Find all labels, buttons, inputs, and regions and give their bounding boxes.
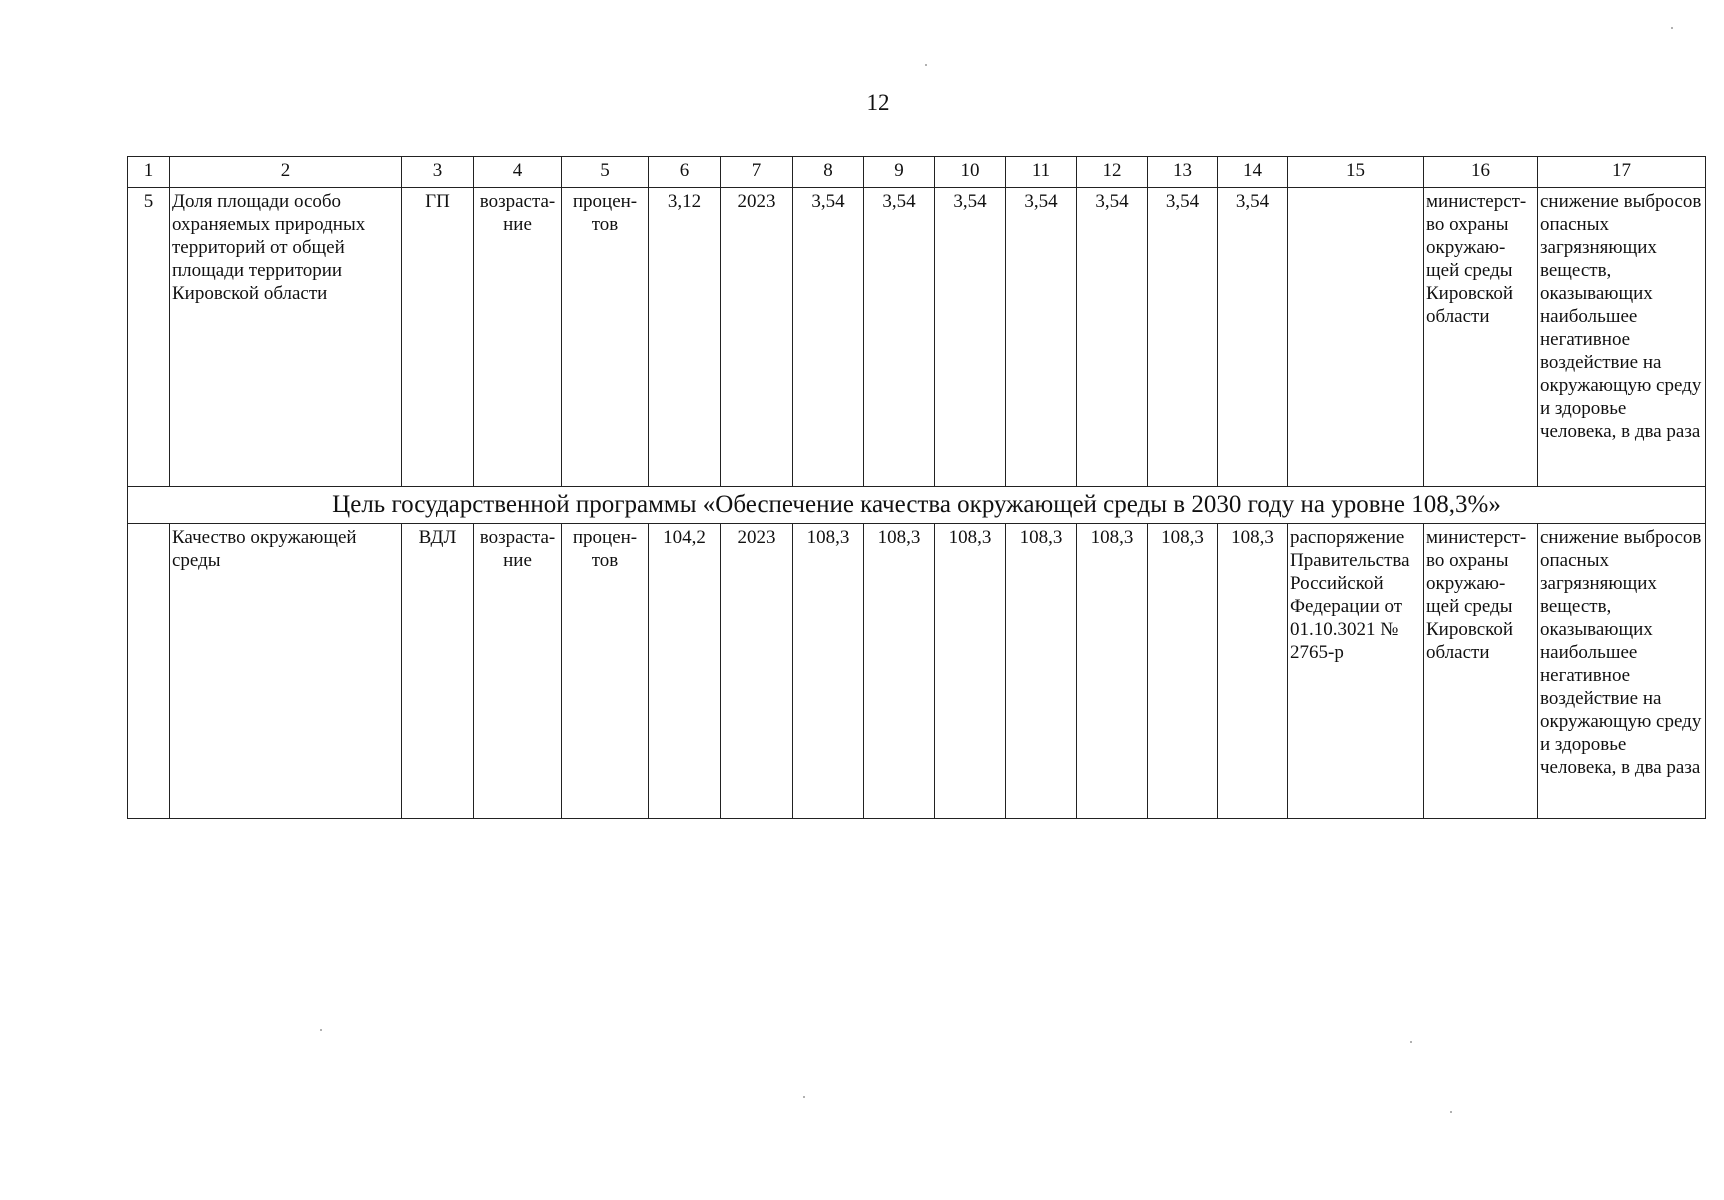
- page-number: 12: [866, 90, 890, 115]
- column-number: 17: [1538, 157, 1706, 188]
- column-number: 3: [402, 157, 474, 188]
- column-number: 11: [1006, 157, 1077, 188]
- year-value: 3,54: [935, 188, 1006, 487]
- table-row-indicator-5: [128, 188, 1706, 487]
- column-number: 13: [1148, 157, 1218, 188]
- basis-document: распоряжение Правительства Российской Федерации от 01.10.3021 № 2765-р: [1288, 524, 1424, 819]
- column-number: 8: [793, 157, 864, 188]
- scan-speck: [925, 64, 927, 66]
- column-number: 9: [864, 157, 935, 188]
- year-value: 108,3: [793, 524, 864, 819]
- base-year: 2023: [721, 188, 793, 487]
- expected-result: снижение выбросов опасных загрязняющих веществ, оказывающих наибольшее негативное воздействие на окружающую среду и здоровье человека, в два раза: [1538, 524, 1706, 819]
- scan-speck: [1410, 1041, 1412, 1043]
- year-value: 3,54: [793, 188, 864, 487]
- indicator-name: Качество окружающей среды: [170, 524, 402, 819]
- column-number: 12: [1077, 157, 1148, 188]
- base-year: 2023: [721, 524, 793, 819]
- indicator-type: ВДЛ: [402, 524, 474, 819]
- column-number-row: [128, 157, 1706, 188]
- year-value: 3,54: [1077, 188, 1148, 487]
- column-number: 2: [170, 157, 402, 188]
- year-value: 108,3: [1077, 524, 1148, 819]
- scan-speck: [803, 1096, 805, 1098]
- column-number: 16: [1424, 157, 1538, 188]
- year-value: 108,3: [935, 524, 1006, 819]
- indicator-unit: процен-тов: [562, 188, 649, 487]
- goal-row: [128, 487, 1706, 524]
- column-number: 15: [1288, 157, 1424, 188]
- goal-title: Цель государственной программы «Обеспечение качества окружающей среды в 2030 году на уровне 108,3%»: [128, 487, 1706, 524]
- year-value: 3,54: [1218, 188, 1288, 487]
- year-value: 108,3: [1006, 524, 1077, 819]
- basis-document: [1288, 188, 1424, 487]
- responsible-body: министерст-во охраны окружаю-щей среды Кировской области: [1424, 524, 1538, 819]
- column-number: 5: [562, 157, 649, 188]
- column-number: 14: [1218, 157, 1288, 188]
- responsible-body: министерст-во охраны окружаю-щей среды Кировской области: [1424, 188, 1538, 487]
- column-number: 10: [935, 157, 1006, 188]
- row-number: [128, 524, 170, 819]
- indicators-table: [127, 156, 1706, 819]
- scan-speck: [320, 1029, 322, 1031]
- indicator-unit: процен-тов: [562, 524, 649, 819]
- year-value: 108,3: [864, 524, 935, 819]
- indicator-direction: возраста-ние: [474, 524, 562, 819]
- column-number: 1: [128, 157, 170, 188]
- column-number: 4: [474, 157, 562, 188]
- expected-result: снижение выбросов опасных загрязняющих веществ, оказывающих наибольшее негативное воздействие на окружающую среду и здоровье человека, в два раза: [1538, 188, 1706, 487]
- year-value: 108,3: [1218, 524, 1288, 819]
- indicator-name: Доля площади особо охраняемых природных территорий от общей площади территории Кировской области: [170, 188, 402, 487]
- row-number: 5: [128, 188, 170, 487]
- year-value: 3,54: [1006, 188, 1077, 487]
- indicator-type: ГП: [402, 188, 474, 487]
- base-value: 3,12: [649, 188, 721, 487]
- scan-speck: [1671, 27, 1673, 29]
- base-value: 104,2: [649, 524, 721, 819]
- indicator-direction: возраста-ние: [474, 188, 562, 487]
- scan-speck: [1450, 1111, 1452, 1113]
- year-value: 108,3: [1148, 524, 1218, 819]
- column-number: 6: [649, 157, 721, 188]
- year-value: 3,54: [1148, 188, 1218, 487]
- table-row-environment-quality: [128, 524, 1706, 819]
- column-number: 7: [721, 157, 793, 188]
- year-value: 3,54: [864, 188, 935, 487]
